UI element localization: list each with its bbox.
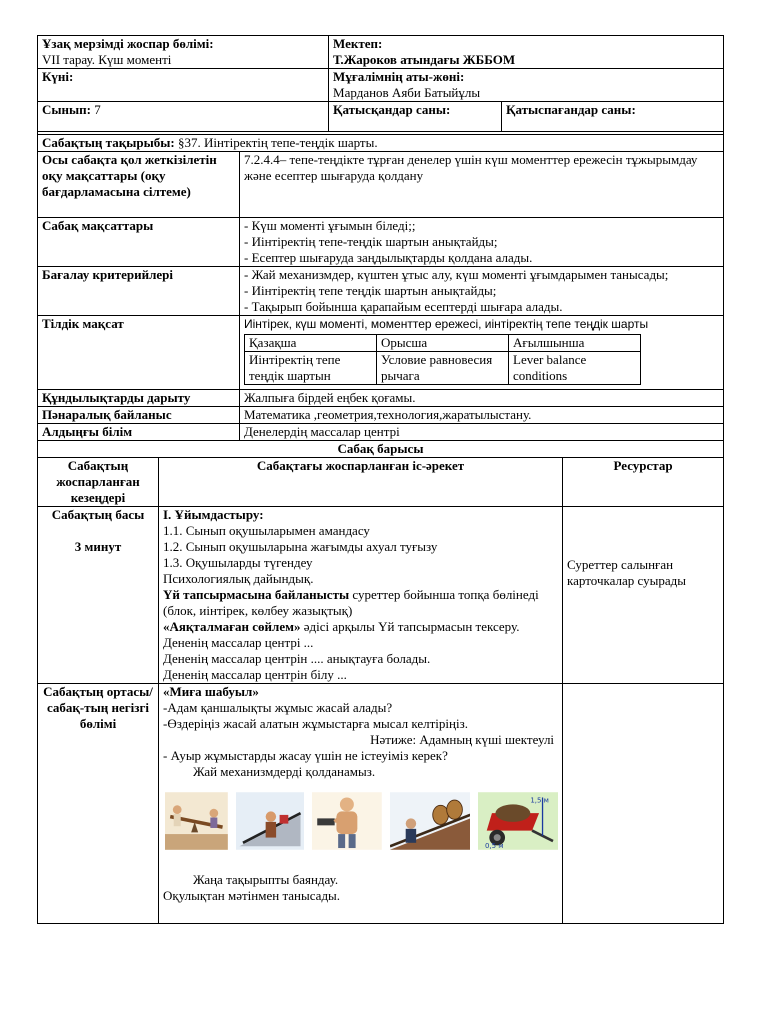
wheelbarrow-image xyxy=(478,788,558,854)
language-intro: Иінтірек, күш моменті, моменттер ережесі, иінтіректің тепе теңдік шарты xyxy=(244,317,649,331)
language-label: Тілдік мақсат xyxy=(38,316,240,390)
school-value: Т.Жароков атындағы ЖББОМ xyxy=(333,52,516,67)
answer-line: Жай механизмдерді қолданамыз. xyxy=(193,764,376,779)
homework-text xyxy=(163,587,558,619)
image-label-2: 0,5 м xyxy=(484,842,504,851)
start-line: 1.2. Сынып оқушыларына жағымды ахуал туғызу xyxy=(163,539,438,554)
language-cell xyxy=(240,316,724,390)
topic-value: §37. Иінтіректің тепе-теңдік шарты. xyxy=(177,135,378,150)
image-label-1: 1,5 м xyxy=(530,796,549,805)
absent-cell xyxy=(502,102,724,132)
language-table xyxy=(244,334,641,385)
inclined-plane-image xyxy=(236,788,304,854)
progress-title: Сабақ барысы xyxy=(38,441,724,458)
goal-item: - Есептер шығаруда заңдылықтарды қолдана алады. xyxy=(244,250,533,265)
middle-activity-cell xyxy=(159,684,563,924)
values-value: Жалпыға бірдей еңбек қоғамы. xyxy=(240,390,724,407)
question-line: - Ауыр жұмыстарды жасау үшін не істеуіміз керек? xyxy=(163,748,448,763)
activity-header: Сабақтағы жоспарланған іс-әрекет xyxy=(159,458,563,507)
goals-label: Сабақ мақсаттары xyxy=(38,218,240,267)
class-label: Сынып: xyxy=(42,102,91,117)
present-cell xyxy=(329,102,502,132)
question-line: -Өздеріңіз жасай алатын жұмыстарға мысал келтіріңіз. xyxy=(163,716,468,731)
lang-value-kz: Иінтіректің тепе теңдік шартын xyxy=(245,352,377,385)
sentence-item: Дененің массалар центрі ... xyxy=(163,635,314,650)
absent-label: Қатыспағандар саны: xyxy=(506,102,636,117)
goals-list xyxy=(240,218,724,267)
homework-bold: Үй тапсырмасына байланысты xyxy=(163,587,350,602)
topic-cell xyxy=(38,135,724,152)
start-line: 1.3. Оқушыларды түгендеу xyxy=(163,555,313,570)
topic-label: Сабақтың тақырыбы: xyxy=(42,135,175,150)
criteria-label: Бағалау критерийлері xyxy=(38,267,240,316)
result-line: Нәтиже: Адамның күші шектеулі xyxy=(370,732,555,747)
teacher-label: Мұғалімнің аты-жөні: xyxy=(333,69,465,84)
lang-value-ru: Условие равновесия рычага xyxy=(377,352,509,385)
school-cell xyxy=(329,36,724,69)
middle-heading: «Миға шабуыл» xyxy=(163,684,259,699)
date-cell xyxy=(38,69,329,102)
question-line: -Адам қаншалықты жұмыс жасай алады? xyxy=(163,700,393,715)
lang-header-en: Ағылшынша xyxy=(509,335,641,352)
criteria-list xyxy=(240,267,724,316)
long-term-label: Ұзақ мерзімді жоспар бөлімі: xyxy=(42,36,214,51)
present-label: Қатысқандар саны: xyxy=(333,102,451,117)
teacher-cell xyxy=(329,69,724,102)
interdisc-label: Пәнаралық байланыс xyxy=(38,407,240,424)
sentence-item: Дененің массалар центрін білу ... xyxy=(163,667,347,682)
resources-header: Ресурстар xyxy=(563,458,724,507)
date-label: Күні: xyxy=(42,69,74,84)
simple-machines-images xyxy=(165,786,558,854)
prior-label: Алдыңғы білім xyxy=(38,424,240,441)
goal-item: - Күш моменті ұғымын біледі;; xyxy=(244,218,416,233)
start-stage: Сабақтың басы xyxy=(51,507,145,522)
sentence-item: Дененің массалар центрін .... анықтауға болады. xyxy=(163,651,431,666)
criteria-item: - Жай механизмдер, күштен ұтыс алу, күш моменті ұғымдарымен танысады; xyxy=(244,267,669,282)
reading-line: Оқулықтан мәтінмен танысады. xyxy=(163,888,341,903)
values-label: Құндылықтарды дарыту xyxy=(38,390,240,407)
start-resources-cell xyxy=(563,507,724,684)
barrels-ramp-image xyxy=(390,788,470,854)
start-line: 1.1. Сынып оқушыларымен амандасу xyxy=(163,523,370,538)
objectives-label: Осы сабақта қол жеткізілетін оқу мақсаттары (оқу бағдарламасына сілтеме) xyxy=(38,152,240,218)
criteria-item: - Иінтіректің тепе теңдік шартын анықтайды; xyxy=(244,283,497,298)
middle-resources-cell xyxy=(563,684,724,924)
lever-workers-image xyxy=(165,788,228,854)
lang-value-en: Lever balance conditions xyxy=(509,352,641,385)
middle-stage-cell xyxy=(38,684,159,924)
start-stage-cell xyxy=(38,507,159,684)
method-rest: әдісі арқылы Үй тапсырмасын тексеру. xyxy=(300,619,520,634)
lesson-plan-table xyxy=(37,35,724,924)
start-time: 3 минут xyxy=(74,539,122,554)
teacher-value: Марданов Аяби Батыйұлы xyxy=(333,85,481,100)
new-topic-line: Жаңа тақырыпты баяндау. xyxy=(193,872,339,887)
start-resource: Суреттер салынған карточкалар суырады xyxy=(567,557,686,588)
class-cell xyxy=(38,102,329,132)
start-activity-cell xyxy=(159,507,563,684)
interdisc-value: Математика ,геометрия,технология,жаратылыстану. xyxy=(240,407,724,424)
lesson-plan xyxy=(37,35,723,924)
lang-header-kz: Қазақша xyxy=(245,335,377,352)
school-label: Мектеп: xyxy=(333,36,383,51)
long-term-cell xyxy=(38,36,329,69)
strongman-image xyxy=(312,788,382,854)
start-heading: I. Ұйымдастыру: xyxy=(163,507,264,522)
stage-header: Сабақтың жоспарланған кезеңдері xyxy=(38,458,159,507)
class-value: 7 xyxy=(94,102,101,117)
lang-header-ru: Орысша xyxy=(377,335,509,352)
long-term-value: VII тарау. Күш моменті xyxy=(42,52,172,67)
method-text xyxy=(163,619,558,635)
method-bold: «Аяқталмаған сөйлем» xyxy=(163,619,301,634)
middle-stage: Сабақтың ортасы/сабақ-тың негізгі бөлімі xyxy=(43,684,153,731)
prior-value: Денелердің массалар центрі xyxy=(240,424,724,441)
start-line: Психологиялық дайындық. xyxy=(163,571,314,586)
goal-item: - Иінтіректің тепе-теңдік шартын анықтайды; xyxy=(244,234,498,249)
homework-rest: суреттер бойынша топқа бөлінеді (блок, иінтірек, көлбеу жазықтық) xyxy=(163,587,539,618)
criteria-item: - Тақырып бойынша қарапайым есептерді шығара алады. xyxy=(244,299,563,314)
objectives-value: 7.2.4.4– тепе-теңдікте тұрған денелер үшін күш моменттер ережесін тұжырымдау және есептер шығаруда қолдану xyxy=(240,152,724,218)
